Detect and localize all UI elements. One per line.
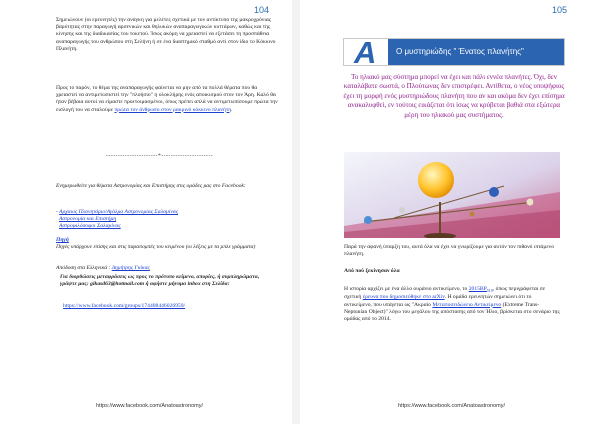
facebook-group-url[interactable]: https://www.facebook.com/groups/174408446026959/ <box>63 303 186 309</box>
orrery-illustration <box>344 152 560 238</box>
arxiv-link[interactable]: έρευνα που δημοσιεύθηκε στο arXiv <box>362 294 445 301</box>
page-gutter <box>292 0 300 424</box>
source-block <box>56 237 278 251</box>
translator-link[interactable]: Δημήτρης Γκίκας <box>111 265 150 271</box>
left-paragraph-2 <box>56 85 278 114</box>
planet <box>489 187 499 197</box>
logo <box>344 35 388 70</box>
planet <box>527 199 534 206</box>
left-paragraph-1: Σημειώνουν (οι ερευνητές) την ανάγκη για μελέτες σχετικά με τον αντίκτυπο της μακροχρόνιας βαρύτητας στην παραγωγή αρσενικών και θηλυκών αναπαραγωγικών κυττάρων, καθώς και της κίνησης και της διαδικασίας του τοκετού. Ίσως ακόμη να χρειαστεί να εξετάσει τη προσπάθεια αναπαραγωγής του ανθρώπου στη Σελήνη ή σε ένα διαστημικό σταθμό αντί στον ίδιο το Κόκκινο Πλανήτη. <box>56 17 276 52</box>
logo-letter: A <box>354 35 377 70</box>
group-item: - Αρχαιος Πλανητάριο/Αγάλμα Αστρονομίας Σαλαμίνας <box>56 209 179 215</box>
facebook-groups-intro: Ενημερωθείτε για θέματα Αστρονομίας και Επιστήμης στις ομάδες μας στο Facebook: <box>56 183 246 189</box>
group-link-3[interactable]: Αστροφιλόσοφοι Σαλαμίνας <box>59 223 121 230</box>
planet <box>364 216 372 224</box>
planet <box>470 212 475 217</box>
section-separator: ----------------------*---------------------- <box>106 153 214 159</box>
left-footer: https://www.facebook.com/Anatoastronomy/ <box>96 403 203 409</box>
object-name: 2015BP <box>468 286 487 292</box>
corrections-note: Για διορθώσεις μεταφράσεις ως προς το πρότυπο κείμενο, απορίες, ή συμπληρώματα, γράψτε μας: gikasd63@hotmail.com ή αφήστε μήνυμα inbox στη Σελίδα: <box>60 274 260 288</box>
left-page-number: 104 <box>254 5 270 15</box>
illustration-caption: Παρά την αφανή ύπαρξη του, αυτά όλα να έχει να γνωρίζουμε για αυτόν τον πιθανό ιπτάμενο πλανήτη. <box>344 244 554 258</box>
group-item <box>56 223 278 230</box>
group-link-1[interactable]: Αρχαιος Πλανητάριο/Αγάλμα Αστρονομίας Σαλαμίνας <box>59 209 179 215</box>
translation-label: Απόδοση στα Ελληνικά : <box>56 265 112 271</box>
translation-credit <box>56 265 278 272</box>
orrery-image <box>344 152 560 238</box>
paragraph-2-text: Προς το παρόν, το θέμα της αναπαραγωγής φαίνεται να μην από τα πολλά θέματα που θα χρειαστεί να αντιμετωπιστεί την "πλοήσιο" η ολοκλήρης ενός αποικισμού στον τον Άρη. Καλό θα ήταν βέβαια αυτοί να είμαστε προετοιμασμένοι, όπως πρέπει απλά να αντιμετωπίσουμε πρώτα την εισλογή του να σταλούμε <box>56 85 278 113</box>
paragraph-2-end: . <box>231 106 233 113</box>
group-link-2[interactable]: Αστρονομία και Επιστήμη <box>59 216 117 223</box>
facebook-url-row <box>63 303 283 310</box>
right-footer: https://www.facebook.com/Anatoastronomy/ <box>398 403 505 409</box>
object-link[interactable] <box>469 286 493 292</box>
body-text-4: (Extreme Trans-Neptunian Object)" λόγω του μεγάλου της απόστασης από τον Ήλιο, βρίσκεται στο σενάριο της ομάδας από το 2014. <box>344 301 560 322</box>
body-text-2: , όπως περιγράφεται σε σχετική <box>344 286 546 301</box>
mars-colonization-link[interactable]: πρώτα τον άνθρωπο στον μακρινό κόκκινο πλανήτη <box>114 106 232 113</box>
group-item <box>56 216 278 223</box>
article-title: Ο μυστηριώδης " Ένατος πλανήτης" <box>396 47 524 56</box>
body-text-3: . Η ομάδα ερευνητών σημειώνει ότι το αντικείμενο, που υπάγεται ως "Ακραίο <box>344 294 532 308</box>
sun-sphere <box>418 162 454 198</box>
article-body <box>344 286 560 323</box>
article-header <box>343 35 565 70</box>
facebook-groups-list <box>56 209 278 231</box>
body-text-1: Η ιστορία αρχίζει με ένα άλλο ουράνιο αντικείμενο, το <box>344 286 469 292</box>
object-subscript: 519 <box>486 288 493 294</box>
section-subheading: Από πού ξεκίνησαν όλα <box>344 268 400 274</box>
source-text: Πηγές υπάρχουν επίσης και στις παραπομπές του κειμένου (οι λέξεις με τα μπλε γράμματα) <box>56 244 256 251</box>
right-page-number: 105 <box>552 5 568 15</box>
tno-link[interactable]: Μεταποσειδώνειο Αντικείμενο <box>432 301 502 308</box>
planet <box>399 207 405 213</box>
source-link[interactable]: Πηγή <box>56 237 69 243</box>
article-lead: Το ηλιακό μας σύστημα μπορεί να έχει και πάλι εννέα πλανήτες. Όχι, δεν καταλάβατε σωστά, ο Πλούτωνας δεν επιστρέφει. Αντίθετα, ο νέος υποψήφιος έχει τη μορφή ενός μυστηριώδους πλανήτη που αν και ακόμα δεν έχει επίσημα ανακαλυφθεί, εν τούτοις εικάζεται ότι ίσως να κρύβεται βαθιά στα εξώτερα μέρη του ηλιακού μας συστήματος. <box>343 73 565 119</box>
